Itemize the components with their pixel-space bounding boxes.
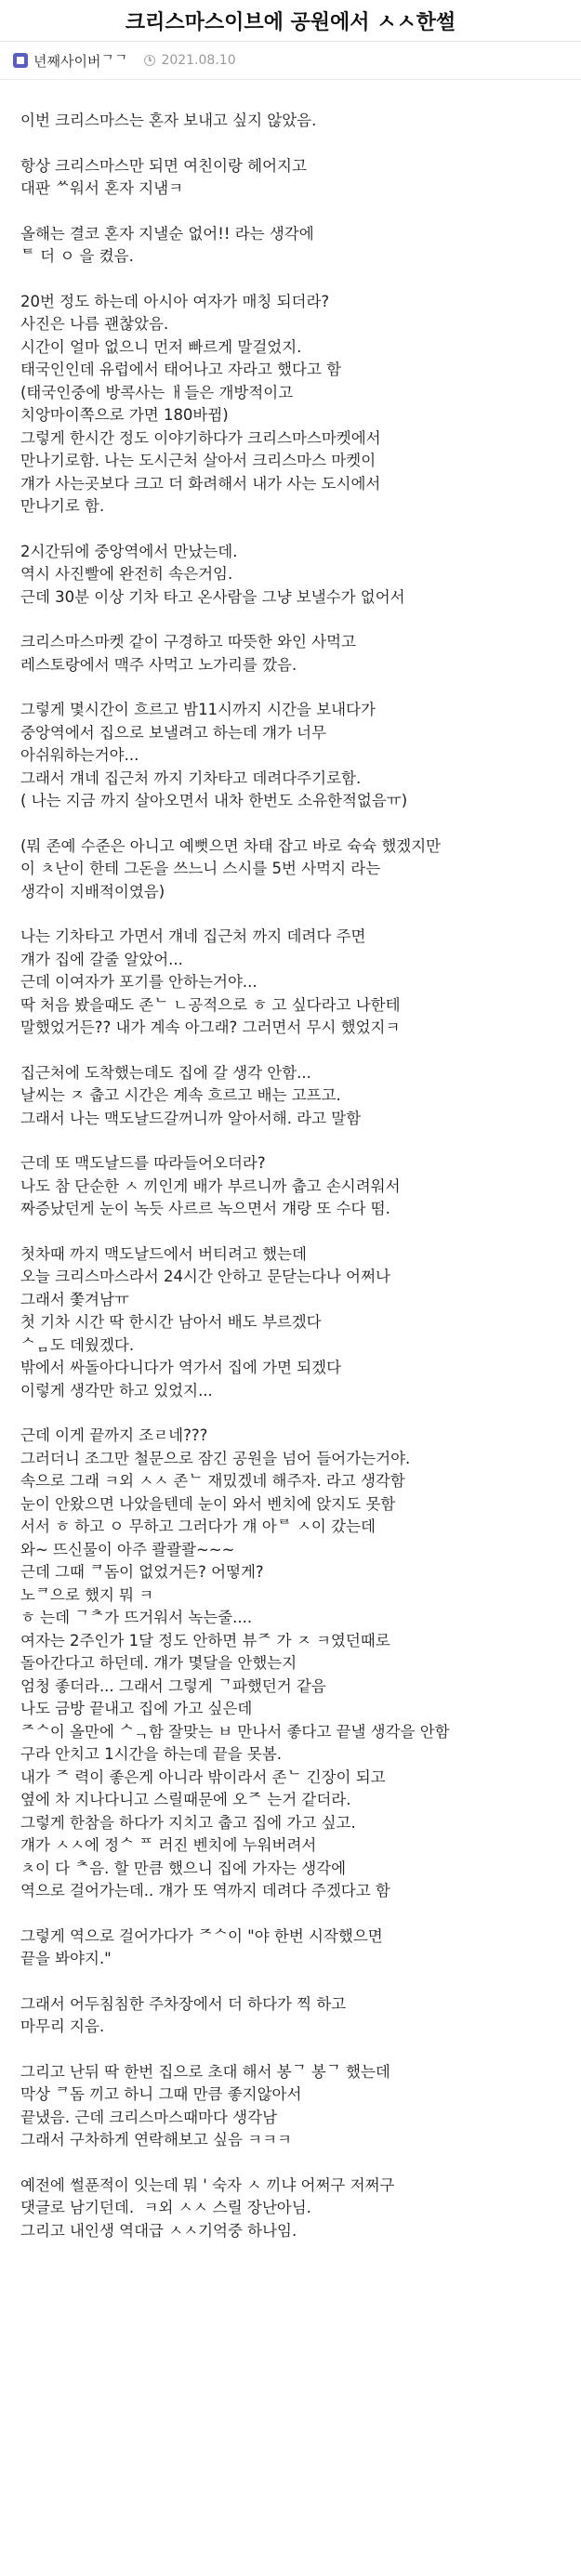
text-line: 그렇게 역으로 걸어가다가 ᄌᄉ이 "야 한번 시작했으면	[20, 1926, 383, 1945]
text-line: 끝을 봐야지."	[20, 1950, 112, 1967]
text-line: ㅎ 는데 ᄀᄎ가 뜨거워서 녹는줄....	[20, 1609, 253, 1626]
text-line: 내가 ᄌ 력이 좋은게 아니라 밖이라서 존ᄂ 긴장이 되고	[20, 1768, 386, 1786]
paragraph	[20, 2175, 561, 2243]
text-line: 태국인인데 유럽에서 태어나고 자라고 했다고 함	[20, 361, 342, 378]
text-line: 근데 또 맥도날드를 따라들어오더라?	[20, 1154, 266, 1172]
text-line: 치앙마이쪽으로 가면 180바뀜)	[20, 406, 229, 424]
text-line: 첫 기차 시간 딱 한시간 남아서 배도 부르겠다	[20, 1313, 322, 1331]
text-line: 그래서 나는 맥도날드갈꺼니까 알아서해. 라고 말함	[20, 1109, 362, 1127]
post-title: 크리스마스이브에 공원에서 ㅅㅅ한썰	[125, 10, 456, 34]
text-line: 눈이 안왔으면 나았을텐데 눈이 와서 벤치에 앉지도 못함	[20, 1494, 396, 1513]
text-line: ᄐ 더 ㅇ 을 켰음.	[20, 247, 134, 265]
text-line: 그러더니 조그만 철문으로 잠긴 공원을 넘어 들어가는거야.	[20, 1449, 411, 1467]
post-date: 2021.08.10	[161, 53, 236, 68]
text-line: 돌아간다고 하던데. 걔가 몇달을 안했는지	[20, 1654, 297, 1672]
text-line: 그리고 난뒤 딱 한번 집으로 초대 해서 봉ᄀ 봉ᄀ 했는데	[20, 2062, 390, 2081]
paragraph	[20, 631, 561, 677]
text-line: 만나기로 함.	[20, 497, 105, 515]
paragraph	[20, 835, 561, 904]
text-line: 올해는 결코 혼자 지낼순 없어!! 라는 생각에	[20, 224, 314, 243]
text-line: 그렇게 한시간 정도 이야기하다가 크리스마스마켓에서	[20, 428, 381, 447]
text-line: 옆에 차 지나다니고 스릴때문에 오ᄌ 는거 같더라.	[20, 1791, 351, 1808]
text-line: 20번 정도 하는데 아시아 여자가 매칭 되더라?	[20, 292, 330, 310]
text-line: 이렇게 생각만 하고 있었지...	[20, 1381, 213, 1400]
text-line: 걔가 사는곳보다 크고 더 화려해서 내가 사는 도시에서	[20, 474, 381, 493]
text-line: 날씨는 ㅈ 춥고 시간은 계속 흐르고 배는 고프고.	[20, 1086, 341, 1104]
text-line: 노ᄏ으로 했지 뭐 ㅋ	[20, 1585, 154, 1604]
text-line: 서서 ㅎ 하고 ㅇ 무하고 그러다가 걔 아ᄅ ㅅ이 갔는데	[20, 1518, 376, 1535]
text-line: 만나기로함. 나는 도시근처 살아서 크리스마스 마켓이	[20, 452, 376, 469]
text-line: ᄉᆷ도 데웠겠다.	[20, 1335, 135, 1354]
text-line: 구라 안치고 1시간을 하는데 끝을 못봄.	[20, 1745, 283, 1763]
paragraph	[20, 110, 561, 133]
paragraph	[20, 1425, 561, 1903]
post-body	[0, 80, 581, 2242]
post-meta	[0, 42, 581, 80]
text-line: 역시 사진빨에 완전히 속은거임.	[20, 565, 233, 583]
paragraph	[20, 223, 561, 269]
text-line: 나도 참 단순한 ㅅ 끼인게 배가 부르니까 춥고 손시려워서	[20, 1176, 401, 1195]
text-line: 그래서 걔네 집근처 까지 기차타고 데려다주기로함.	[20, 769, 362, 787]
text-line: 막상 ᄏ돔 끼고 하니 그때 만큼 좋지않아서	[20, 2085, 302, 2103]
text-line: 그렇게 몇시간이 흐르고 밤11시까지 시간을 보내다가	[20, 701, 376, 718]
text-line: 그래서 구차하게 연락해보고 싶음 ㅋㅋㅋ	[20, 2131, 292, 2149]
text-line: 와~ 뜨신물이 아주 콸콸콸~~~	[20, 1540, 235, 1558]
paragraph	[20, 1993, 561, 2039]
paragraph	[20, 1152, 561, 1221]
paragraph	[20, 2061, 561, 2152]
text-line: 첫차때 까지 맥도날드에서 버티려고 했는데	[20, 1244, 307, 1263]
paragraph	[20, 1243, 561, 1403]
text-line: 생각이 지배적이였음)	[20, 882, 165, 900]
text-line: 엄청 좋더라... 그래서 그렇게 ᄀ파했던거 같음	[20, 1676, 326, 1695]
text-line: 걔가 ㅅㅅ에 정ᄉ ᄑ 러진 벤치에 누워버려서	[20, 1836, 317, 1854]
text-line: 근데 그때 ᄏ돔이 없었거든? 어떻게?	[20, 1563, 264, 1581]
text-line: 중앙역에서 집으로 보낼려고 하는데 걔가 너무	[20, 723, 327, 742]
text-line: 크리스마스마켓 같이 구경하고 따뜻한 와인 사먹고	[20, 633, 356, 651]
author-icon	[13, 53, 28, 68]
text-line: ㅊ이 다 ᄎ음. 할 만큼 했으니 집에 가자는 생각에	[20, 1859, 347, 1877]
text-line: 이 ㅊ난이 한테 그돈을 쓰느니 스시를 5번 사먹지 라는	[20, 860, 381, 877]
text-line: 그리고 내인생 역대급 ㅅㅅ기억중 하나임.	[20, 2221, 297, 2240]
text-line: 그래서 쫓겨남ㅠ	[20, 1290, 129, 1308]
text-line: (태국인중에 방콕사는 ㅐ들은 개방적이고	[20, 383, 294, 401]
text-line: 그래서 어두침침한 주차장에서 더 하다가 찍 하고	[20, 1994, 347, 2013]
paragraph	[20, 926, 561, 1040]
text-line: 2시간뒤에 중앙역에서 만났는데.	[20, 542, 238, 560]
text-line: 나도 금방 끝내고 집에 가고 싶은데	[20, 1700, 253, 1717]
text-line: 짜증났던게 눈이 녹듯 사르르 녹으면서 걔랑 또 수다 떰.	[20, 1200, 390, 1217]
text-line: 아쉬워하는거야...	[20, 746, 139, 764]
text-line: 걔가 집에 갈줄 알았어...	[20, 950, 183, 968]
text-line: 근데 이게 끝까지 조ㄹ네???	[20, 1426, 208, 1444]
text-line: 밖에서 싸돌아다니다가 역가서 집에 가면 되겠다	[20, 1359, 342, 1376]
text-line: 딱 처음 봤을때도 존ᄂ ㄴ공적으로 ㅎ 고 싶다라고 나한테	[20, 995, 401, 1014]
text-line: 말했었거든?? 내가 계속 아그래? 그러면서 무시 했었지ㅋ	[20, 1019, 401, 1036]
clock-icon	[144, 55, 155, 66]
paragraph	[20, 155, 561, 201]
text-line: 대판 ᄊ워서 혼자 지냄ㅋ	[20, 179, 184, 197]
text-line: 근데 이여자가 포기를 안하는거야...	[20, 973, 257, 991]
author-name[interactable]: 년째사이버ᄀᄀ	[33, 52, 128, 70]
text-line: 시간이 얼마 없으니 먼저 빠르게 말걸었지.	[20, 337, 302, 356]
text-line: 항상 크리스마스만 되면 여친이랑 헤어지고	[20, 156, 307, 175]
post-header	[0, 0, 581, 42]
paragraph	[20, 1062, 561, 1131]
text-line: 여자는 2주인가 1달 정도 안하면 뷰ᄌ 가 ㅈ ㅋ였던때로	[20, 1631, 390, 1649]
text-line: 끝냈음. 근데 크리스마스때마다 생각남	[20, 2108, 278, 2126]
paragraph	[20, 541, 561, 610]
paragraph	[20, 291, 561, 519]
text-line: ( 나는 지금 까지 살아오면서 내차 한번도 소유한적없음ㅠ)	[20, 792, 408, 809]
text-line: 근데 30분 이상 기차 타고 온사람을 그냥 보낼수가 없어서	[20, 587, 405, 606]
text-line: 역으로 걸어가는데.. 걔가 또 역까지 데려다 주겠다고 함	[20, 1882, 390, 1899]
text-line: 나는 기차타고 가면서 걔네 집근처 까지 데려다 주면	[20, 927, 366, 945]
text-line: 레스토랑에서 맥주 사먹고 노가리를 깠음.	[20, 655, 297, 674]
text-line: 이번 크리스마스는 혼자 보내고 싶지 않았음.	[20, 112, 317, 129]
text-line: 오늘 크리스마스라서 24시간 안하고 문닫는다나 어쩌나	[20, 1268, 390, 1285]
text-line: 댓글로 남기던데. ㅋ외 ㅅㅅ 스릴 장난아님.	[20, 2199, 311, 2216]
text-line: ᄌᄉ이 올만에 ᄉᆨ함 잘맞는 ㅂ 만나서 좋다고 끝낼 생각을 안함	[20, 1722, 450, 1741]
text-line: 예전에 썰푼적이 잇는데 뭐 ' 숙자 ㅅ 끼냐 어쩌구 저쩌구	[20, 2175, 395, 2194]
text-line: 사진은 나름 괜찮았음.	[20, 315, 169, 333]
text-line: 그렇게 한참을 하다가 지치고 춥고 집에 가고 싶고.	[20, 1813, 356, 1832]
text-line: 마무리 지음.	[20, 2017, 105, 2035]
text-line: 집근처에 도착했는데도 집에 갈 생각 안함...	[20, 1063, 311, 1082]
paragraph	[20, 1925, 561, 1971]
text-line: 속으로 그래 ㅋ외 ㅅㅅ 존ᄂ 재밌겠네 해주자. 라고 생각함	[20, 1472, 405, 1490]
paragraph	[20, 699, 561, 813]
text-line: (뭐 존예 수준은 아니고 예뻣으면 차태 잡고 바로 슉슉 했겠지만	[20, 836, 442, 855]
